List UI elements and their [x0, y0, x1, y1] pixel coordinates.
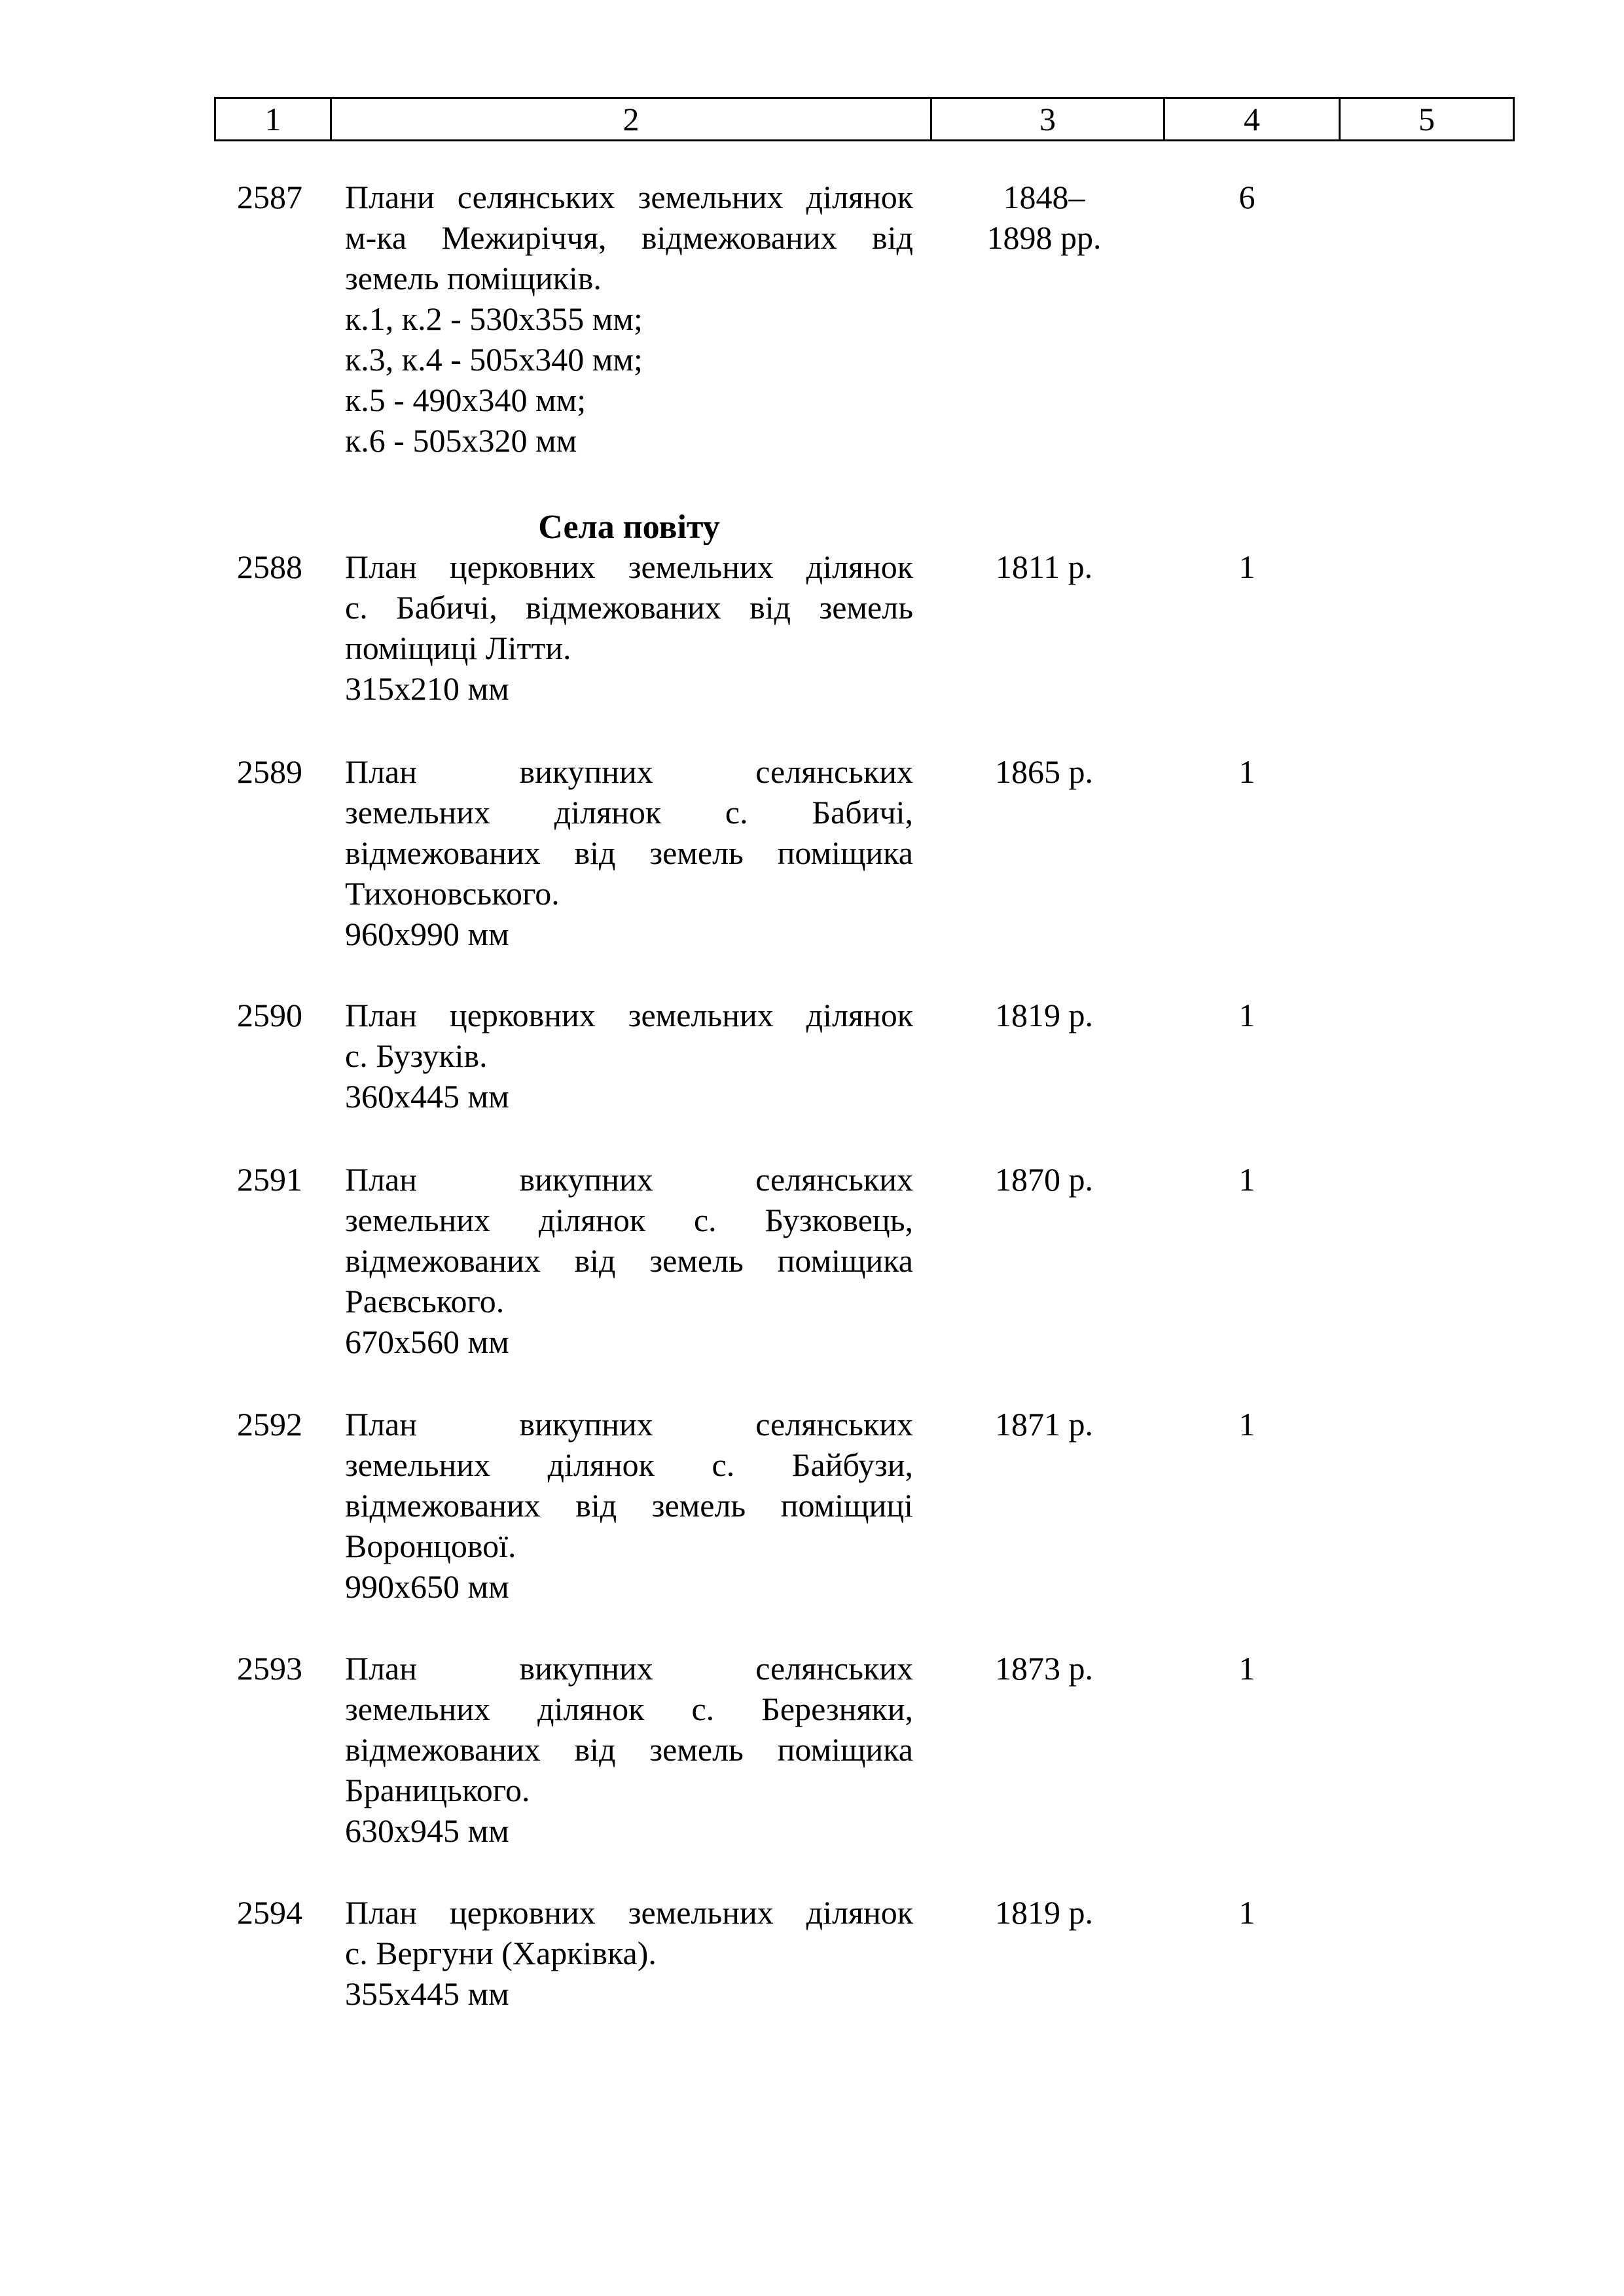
description-line: 630х945 мм	[345, 1812, 509, 1849]
entry-description	[345, 995, 913, 1117]
description-line: відмежованих від земель поміщиці	[345, 1487, 913, 1524]
date-line: 1811 р.	[995, 548, 1093, 585]
entry-number: 2587	[237, 179, 302, 215]
description-line: земельних ділянок с. Бабичі,	[345, 794, 913, 831]
description-line: к.3, к.4 - 505х340 мм;	[345, 341, 643, 378]
date-line: 1871 р.	[995, 1406, 1093, 1443]
description-line: відмежованих від земель поміщика	[345, 834, 913, 871]
header-col-3: 3	[931, 98, 1164, 141]
entry-sheet-count: 1	[1238, 1894, 1255, 1931]
description-line: План церковних земельних ділянок	[345, 1894, 913, 1931]
date-line: 1865 р.	[995, 753, 1093, 790]
entry-sheet-count: 1	[1238, 997, 1255, 1033]
description-line: Воронцової.	[345, 1528, 516, 1564]
entry-date	[943, 1892, 1146, 1933]
description-line: План церковних земельних ділянок	[345, 997, 913, 1033]
entry-sheet-count: 6	[1238, 179, 1255, 215]
description-line: к.1, к.2 - 530х355 мм;	[345, 300, 643, 337]
description-line: к.6 - 505х320 мм	[345, 422, 577, 459]
entry-date	[943, 1159, 1146, 1200]
entry-date	[943, 1404, 1146, 1444]
date-line: 1819 р.	[995, 1894, 1093, 1931]
description-line: Раєвського.	[345, 1283, 505, 1319]
date-line: 1819 р.	[995, 997, 1093, 1033]
entry-date	[943, 751, 1146, 792]
description-line: План викупних селянських	[345, 1650, 913, 1687]
entry-description	[345, 751, 913, 954]
entry-description	[345, 1648, 913, 1851]
description-line: 990х650 мм	[345, 1568, 509, 1605]
entry-description	[345, 1892, 913, 2014]
entry-description	[345, 547, 913, 709]
entry-number: 2589	[237, 753, 302, 790]
description-line: 960х990 мм	[345, 916, 509, 952]
description-line: 315х210 мм	[345, 670, 509, 707]
date-line: 1848–	[1003, 179, 1085, 215]
entry-date	[943, 995, 1146, 1035]
description-line: к.5 - 490х340 мм;	[345, 382, 586, 418]
section-title: Села повіту	[538, 509, 720, 546]
description-line: План церковних земельних ділянок	[345, 548, 913, 585]
description-line: земельних ділянок с. Березняки,	[345, 1691, 913, 1727]
header-col-2: 2	[331, 98, 931, 141]
header-col-5: 5	[1340, 98, 1514, 141]
description-line: земель поміщиків.	[345, 260, 602, 296]
description-line: відмежованих від земель поміщика	[345, 1242, 913, 1279]
entry-number: 2590	[237, 997, 302, 1033]
entry-date	[943, 547, 1146, 587]
description-line: 360х445 мм	[345, 1078, 509, 1115]
entry-sheet-count: 1	[1238, 753, 1255, 790]
entry-number: 2591	[237, 1161, 302, 1198]
entry-number: 2593	[237, 1650, 302, 1687]
description-line: 670х560 мм	[345, 1323, 509, 1360]
entry-number: 2588	[237, 548, 302, 585]
description-line: Плани селянських земельних ділянок	[345, 179, 913, 215]
description-line: 355х445 мм	[345, 1975, 509, 2012]
entry-date	[943, 1648, 1146, 1689]
entry-sheet-count: 1	[1238, 1650, 1255, 1687]
header-row	[215, 98, 1514, 141]
description-line: План викупних селянських	[345, 753, 913, 790]
entry-number: 2594	[237, 1894, 302, 1931]
description-line: земельних ділянок с. Байбузи,	[345, 1446, 913, 1483]
description-line: Тихоновського.	[345, 875, 560, 912]
entry-sheet-count: 1	[1238, 548, 1255, 585]
header-col-1: 1	[215, 98, 331, 141]
description-line: План викупних селянських	[345, 1161, 913, 1198]
description-line: с. Бузуків.	[345, 1037, 488, 1074]
description-line: План викупних селянських	[345, 1406, 913, 1443]
entry-description	[345, 1404, 913, 1607]
column-header-table	[214, 97, 1515, 141]
entry-sheet-count: 1	[1238, 1161, 1255, 1198]
description-line: с. Бабичі, відмежованих від земель	[345, 589, 913, 626]
description-line: земельних ділянок с. Бузковець,	[345, 1202, 913, 1238]
description-line: поміщиці Літти.	[345, 630, 571, 666]
header-col-4: 4	[1164, 98, 1340, 141]
date-line: 1873 р.	[995, 1650, 1093, 1687]
entry-number: 2592	[237, 1406, 302, 1443]
date-line: 1870 р.	[995, 1161, 1093, 1198]
description-line: м-ка Межиріччя, відмежованих від	[345, 219, 913, 256]
description-line: с. Вергуни (Харківка).	[345, 1935, 657, 1971]
entry-description	[345, 177, 913, 461]
description-line: Браницького.	[345, 1772, 530, 1808]
date-line: 1898 рр.	[986, 219, 1102, 256]
description-line: відмежованих від земель поміщика	[345, 1731, 913, 1768]
entry-sheet-count: 1	[1238, 1406, 1255, 1443]
entry-description	[345, 1159, 913, 1362]
entry-date	[943, 177, 1146, 258]
